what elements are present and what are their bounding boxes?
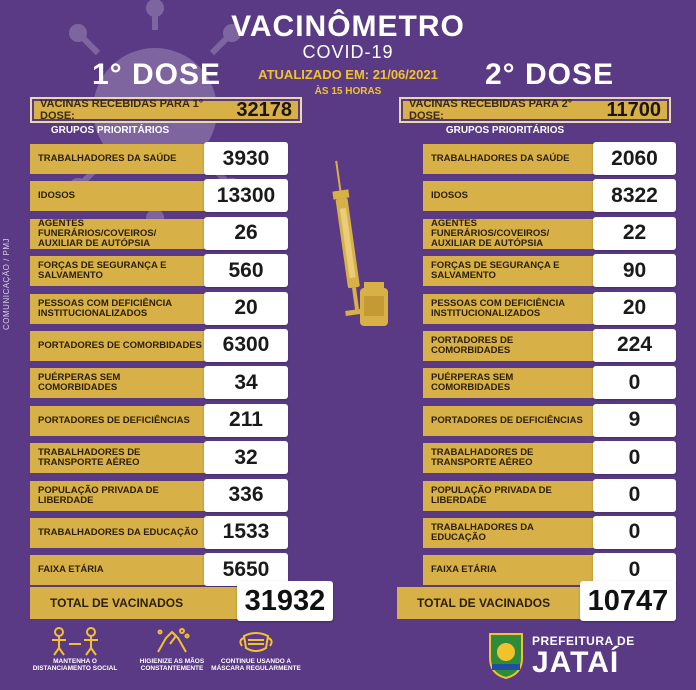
dose2-group-row: [423, 364, 676, 400]
dose2-group-row: [423, 290, 676, 326]
group-label: FAIXA ETÁRIA: [423, 555, 598, 585]
page-title: VACINÔMETRO: [231, 10, 465, 43]
group-label: PESSOAS COM DEFICIÊNCIA INSTITUCIONALIZADOS: [423, 294, 598, 324]
syringe-icon: [318, 160, 398, 330]
dose2-group-row: [423, 327, 676, 363]
city-logo: [486, 628, 686, 684]
group-label: TRABALHADORES DA EDUCAÇÃO: [423, 518, 598, 548]
dose1-group-row: [30, 140, 288, 176]
dose2-group-row: [423, 439, 676, 475]
group-value: 9: [593, 404, 676, 437]
group-value: 34: [204, 366, 288, 399]
group-label: IDOSOS: [30, 181, 210, 211]
group-value: 5650: [204, 553, 288, 586]
group-label: AGENTES FUNERÁRIOS/COVEIROS/ AUXILIAR DE AUTÓPSIA: [30, 219, 210, 249]
group-value: 211: [204, 404, 288, 437]
group-label: PORTADORES DE DEFICIÊNCIAS: [30, 406, 210, 436]
group-label: IDOSOS: [423, 181, 598, 211]
group-value: 22: [593, 217, 676, 250]
group-value: 0: [593, 479, 676, 512]
dose2-group-row: [423, 215, 676, 251]
dose1-groups-list: [30, 140, 288, 589]
dose2-received-label: VACINAS RECEBIDAS PARA 2° DOSE:: [409, 98, 573, 122]
group-label: PORTADORES DE COMORBIDADES: [423, 331, 598, 361]
group-label: PESSOAS COM DEFICIÊNCIA INSTITUCIONALIZADOS: [30, 294, 210, 324]
dose2-group-row: [423, 177, 676, 213]
dose2-received-box: [399, 97, 671, 123]
group-label: TRABALHADORES DA SAÚDE: [423, 144, 598, 174]
group-label: AGENTES FUNERÁRIOS/COVEIROS/ AUXILIAR DE AUTÓPSIA: [423, 219, 598, 249]
group-value: 8322: [593, 179, 676, 212]
group-label: PORTADORES DE DEFICIÊNCIAS: [423, 406, 598, 436]
group-label: POPULAÇÃO PRIVADA DE LIBERDADE: [30, 481, 210, 511]
group-value: 336: [204, 479, 288, 512]
group-value: 2060: [593, 142, 676, 175]
group-label: TRABALHADORES DE TRANSPORTE AÉREO: [30, 443, 210, 473]
logo-main-text: JATAÍ: [532, 646, 620, 679]
group-label: FORÇAS DE SEGURANÇA E SALVAMENTO: [30, 256, 210, 286]
group-value: 3930: [204, 142, 288, 175]
dose2-group-row: [423, 514, 676, 550]
side-credit: COMUNICAÇÃO / PMJ: [2, 237, 11, 330]
group-value: 0: [593, 441, 676, 474]
tip-mask-text: CONTINUE USANDO A MÁSCARA REGULARMENTE: [211, 658, 301, 673]
dose1-group-row: [30, 177, 288, 213]
dose2-groups-title: GRUPOS PRIORITÁRIOS: [445, 125, 565, 136]
updated-date: ATUALIZADO EM: 21/06/2021: [258, 67, 438, 82]
group-value: 0: [593, 516, 676, 549]
group-value: 26: [204, 217, 288, 250]
face-mask-icon: [236, 626, 276, 656]
logo-top-text: PREFEITURA DE: [532, 634, 635, 648]
group-value: 20: [593, 292, 676, 325]
group-value: 6300: [204, 329, 288, 362]
group-label: PUÉRPERAS SEM COMORBIDADES: [423, 368, 598, 398]
dose2-total-label: TOTAL DE VACINADOS: [397, 587, 597, 619]
tip-hands-text: HIGIENIZE AS MÃOS CONSTANTEMENTE: [139, 658, 205, 673]
hand-wash-icon: [152, 626, 192, 656]
group-label: FORÇAS DE SEGURANÇA E SALVAMENTO: [423, 256, 598, 286]
dose1-group-row: [30, 364, 288, 400]
tip-distance: [25, 626, 125, 673]
group-value: 32: [204, 441, 288, 474]
updated-time: ÀS 15 HORAS: [314, 86, 382, 97]
group-label: FAIXA ETÁRIA: [30, 555, 210, 585]
dose1-group-row: [30, 477, 288, 513]
dose2-received-value: 11700: [606, 98, 661, 121]
city-seal-icon: [486, 630, 526, 680]
dose1-total-value: 31932: [237, 581, 333, 621]
dose2-group-row: [423, 140, 676, 176]
page-subtitle: COVID-19: [302, 42, 394, 62]
group-label: POPULAÇÃO PRIVADA DE LIBERDADE: [423, 481, 598, 511]
tip-distance-text: MANTENHA O DISTANCIAMENTO SOCIAL: [32, 658, 118, 673]
group-value: 224: [593, 329, 676, 362]
dose2-title: 2° DOSE: [485, 58, 615, 91]
dose1-group-row: [30, 439, 288, 475]
dose2-group-row: [423, 252, 676, 288]
social-distance-icon: [45, 626, 105, 656]
group-value: 1533: [204, 516, 288, 549]
group-value: 0: [593, 366, 676, 399]
dose1-group-row: [30, 252, 288, 288]
dose1-group-row: [30, 514, 288, 550]
group-value: 560: [204, 254, 288, 287]
dose1-groups-title: GRUPOS PRIORITÁRIOS: [50, 125, 170, 136]
dose1-group-row: [30, 402, 288, 438]
dose1-group-row: [30, 215, 288, 251]
group-label: TRABALHADORES DA EDUCAÇÃO: [30, 518, 210, 548]
dose2-total-value: 10747: [580, 581, 676, 621]
group-value: 0: [593, 553, 676, 586]
dose1-group-row: [30, 290, 288, 326]
tip-mask: [206, 626, 306, 673]
dose1-received-box: [30, 97, 302, 123]
dose1-received-value: 32178: [236, 98, 292, 121]
group-value: 13300: [204, 179, 288, 212]
group-label: TRABALHADORES DA SAÚDE: [30, 144, 210, 174]
group-label: PORTADORES DE COMORBIDADES: [30, 331, 210, 361]
dose2-groups-list: [423, 140, 676, 589]
dose1-title: 1° DOSE: [92, 58, 222, 91]
group-label: PUÉRPERAS SEM COMORBIDADES: [30, 368, 210, 398]
dose1-total-label: TOTAL DE VACINADOS: [30, 587, 245, 619]
dose2-group-row: [423, 477, 676, 513]
group-value: 90: [593, 254, 676, 287]
dose2-group-row: [423, 402, 676, 438]
dose1-received-label: VACINAS RECEBIDAS PARA 1° DOSE:: [40, 98, 204, 122]
dose1-group-row: [30, 327, 288, 363]
group-value: 20: [204, 292, 288, 325]
group-label: TRABALHADORES DE TRANSPORTE AÉREO: [423, 443, 598, 473]
